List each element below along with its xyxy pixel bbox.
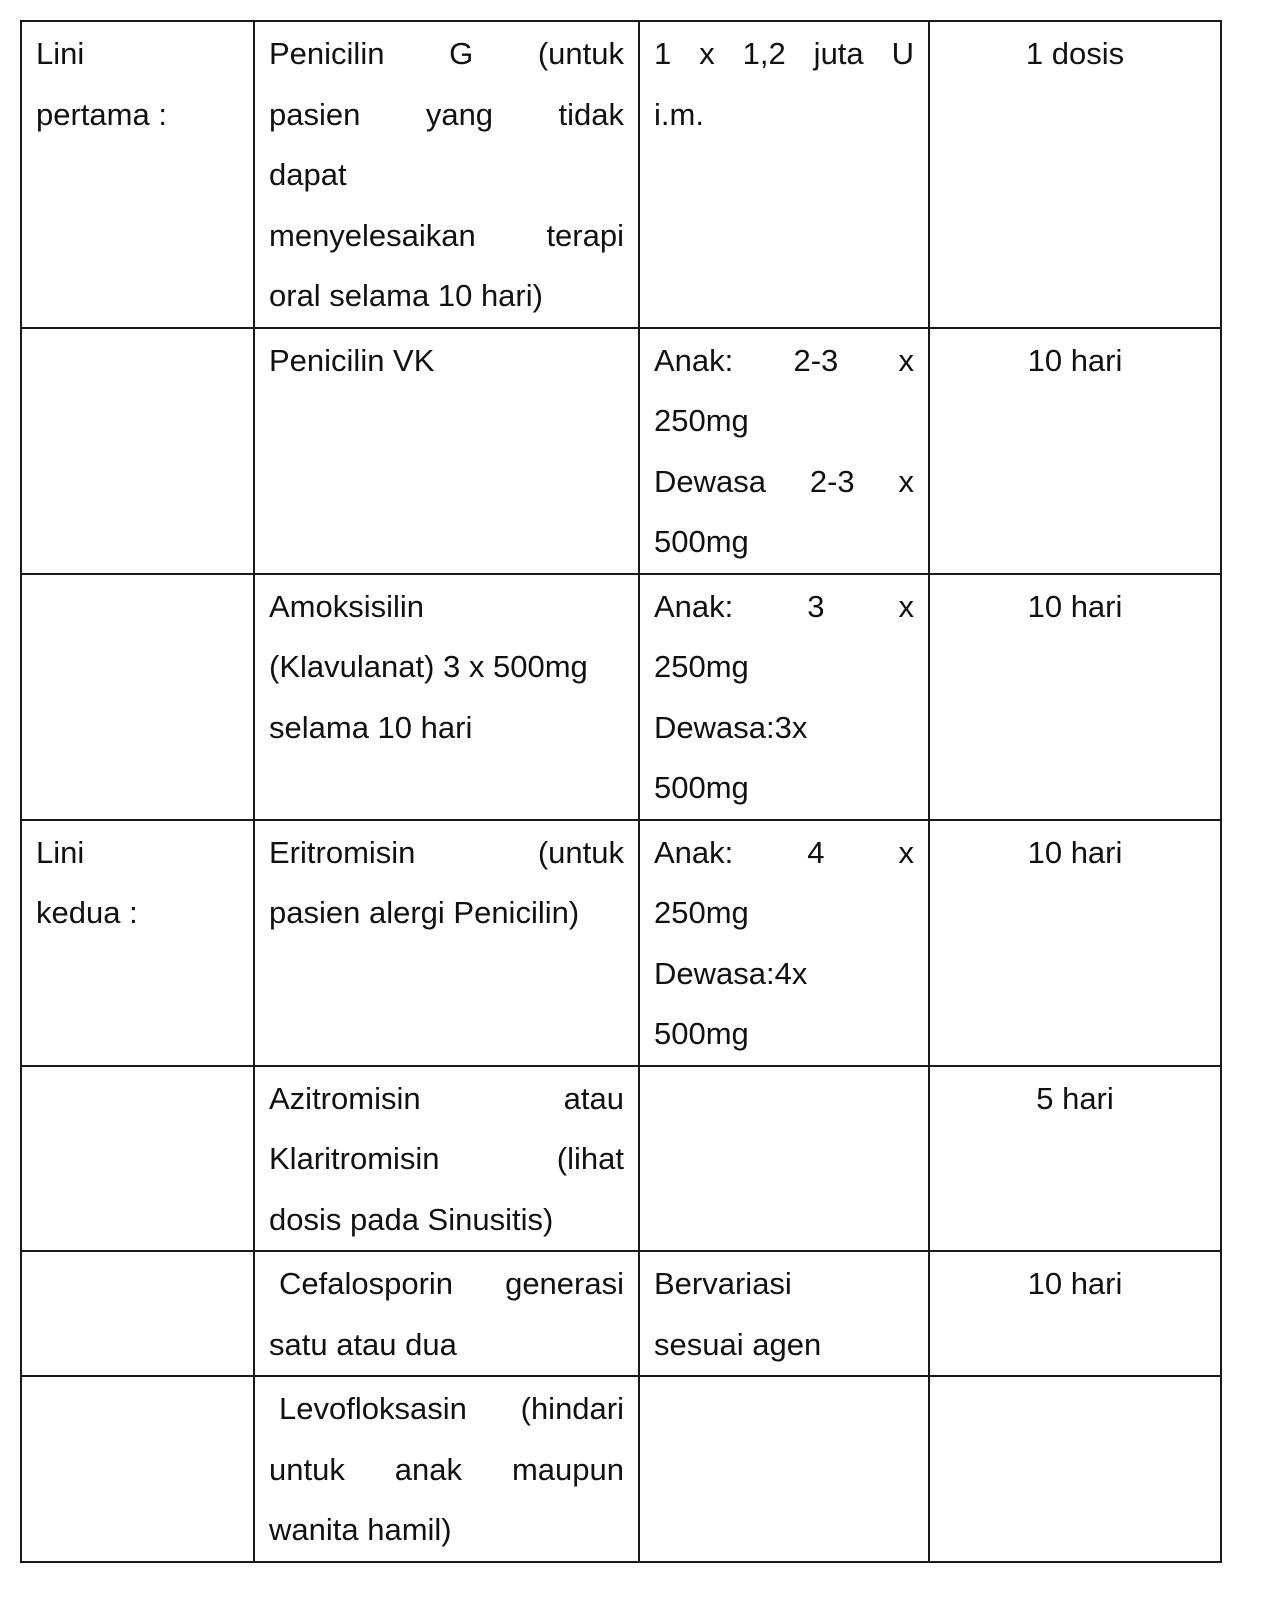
dose-text: 500mg bbox=[654, 770, 749, 805]
duration-text: 10 hari bbox=[1027, 588, 1123, 624]
dose-cell bbox=[639, 328, 929, 574]
drug-text: Azitromisin atau bbox=[269, 1080, 624, 1116]
dose-text: 500mg bbox=[654, 524, 749, 559]
dose-cell bbox=[639, 1251, 929, 1376]
drug-text: pasien yang tidak bbox=[269, 96, 624, 132]
dose-text: 1 x 1,2 juta U bbox=[654, 36, 914, 71]
dose-text: Dewasa:3x bbox=[654, 709, 808, 745]
dose-text: Dewasa:4x bbox=[654, 955, 808, 991]
therapy-line-text: kedua : bbox=[36, 895, 138, 930]
dose-text: Bervariasi bbox=[654, 1266, 792, 1301]
table-row bbox=[21, 1251, 1221, 1376]
dose-cell bbox=[639, 1376, 929, 1562]
drug-text: Penicilin VK bbox=[269, 342, 435, 378]
dose-text: 500mg bbox=[654, 1016, 749, 1051]
drug-cell bbox=[254, 21, 639, 328]
duration-text: 10 hari bbox=[1027, 1266, 1123, 1301]
duration-cell bbox=[929, 1251, 1221, 1376]
duration-cell bbox=[929, 1376, 1221, 1562]
duration-text: 1 dosis bbox=[1025, 36, 1125, 71]
dose-cell bbox=[639, 1066, 929, 1252]
drug-text: Cefalosporin generasi bbox=[279, 1266, 624, 1301]
drug-text: Eritromisin (untuk bbox=[269, 834, 624, 870]
drug-cell bbox=[254, 328, 639, 574]
drug-text: dapat bbox=[269, 157, 347, 192]
dose-cell bbox=[639, 21, 929, 328]
dose-text: Anak: 3 x bbox=[654, 588, 914, 624]
table-row bbox=[21, 820, 1221, 1066]
drug-text: Klaritromisin (lihat bbox=[269, 1141, 624, 1176]
dose-text: Anak: 2-3 x bbox=[654, 342, 914, 378]
duration-cell bbox=[929, 328, 1221, 574]
duration-cell bbox=[929, 820, 1221, 1066]
drug-cell bbox=[254, 574, 639, 820]
dose-text: 250mg bbox=[654, 649, 749, 684]
therapy-line-cell bbox=[21, 820, 254, 1066]
drug-text: oral selama 10 hari) bbox=[269, 278, 543, 313]
drug-text: wanita hamil) bbox=[269, 1512, 452, 1547]
drug-cell bbox=[254, 820, 639, 1066]
therapy-line-cell bbox=[21, 328, 254, 574]
table-row bbox=[21, 1066, 1221, 1252]
drug-cell bbox=[254, 1376, 639, 1562]
drug-text: dosis pada Sinusitis) bbox=[269, 1201, 554, 1237]
drug-text: menyelesaikan terapi bbox=[269, 217, 624, 253]
antibiotic-therapy-table bbox=[20, 20, 1222, 1563]
drug-text: satu atau dua bbox=[269, 1326, 457, 1362]
duration-text: 10 hari bbox=[1027, 834, 1123, 870]
drug-text: pasien alergi Penicilin) bbox=[269, 895, 580, 930]
dose-text: Dewasa 2-3 x bbox=[654, 463, 914, 499]
drug-cell bbox=[254, 1066, 639, 1252]
therapy-line-cell bbox=[21, 1066, 254, 1252]
dose-cell bbox=[639, 820, 929, 1066]
dose-text: 250mg bbox=[654, 895, 749, 930]
dose-text: 250mg bbox=[654, 403, 749, 438]
drug-text: Levofloksasin (hindari bbox=[279, 1391, 624, 1426]
table-row bbox=[21, 21, 1221, 328]
therapy-line-text: Lini bbox=[36, 36, 85, 71]
duration-text: 10 hari bbox=[1027, 342, 1123, 378]
duration-cell bbox=[929, 574, 1221, 820]
dose-text: sesuai agen bbox=[654, 1326, 822, 1362]
drug-cell bbox=[254, 1251, 639, 1376]
table-row bbox=[21, 328, 1221, 574]
therapy-line-text: pertama : bbox=[36, 96, 167, 132]
therapy-line-cell bbox=[21, 1251, 254, 1376]
drug-text: untuk anak maupun bbox=[269, 1451, 624, 1487]
duration-cell bbox=[929, 1066, 1221, 1252]
therapy-line-text: Lini bbox=[36, 834, 85, 870]
drug-text: Penicilin G (untuk bbox=[269, 36, 624, 71]
dose-text: Anak: 4 x bbox=[654, 834, 914, 870]
duration-cell bbox=[929, 21, 1221, 328]
drug-text: Amoksisilin bbox=[269, 588, 425, 624]
duration-text: 5 hari bbox=[1036, 1080, 1114, 1116]
table-row bbox=[21, 1376, 1221, 1562]
drug-text: selama 10 hari bbox=[269, 709, 473, 745]
therapy-line-cell bbox=[21, 574, 254, 820]
drug-text: (Klavulanat) 3 x 500mg bbox=[269, 649, 588, 684]
therapy-line-cell bbox=[21, 21, 254, 328]
dose-cell bbox=[639, 574, 929, 820]
table-row bbox=[21, 574, 1221, 820]
therapy-line-cell bbox=[21, 1376, 254, 1562]
dose-text: i.m. bbox=[654, 96, 704, 132]
